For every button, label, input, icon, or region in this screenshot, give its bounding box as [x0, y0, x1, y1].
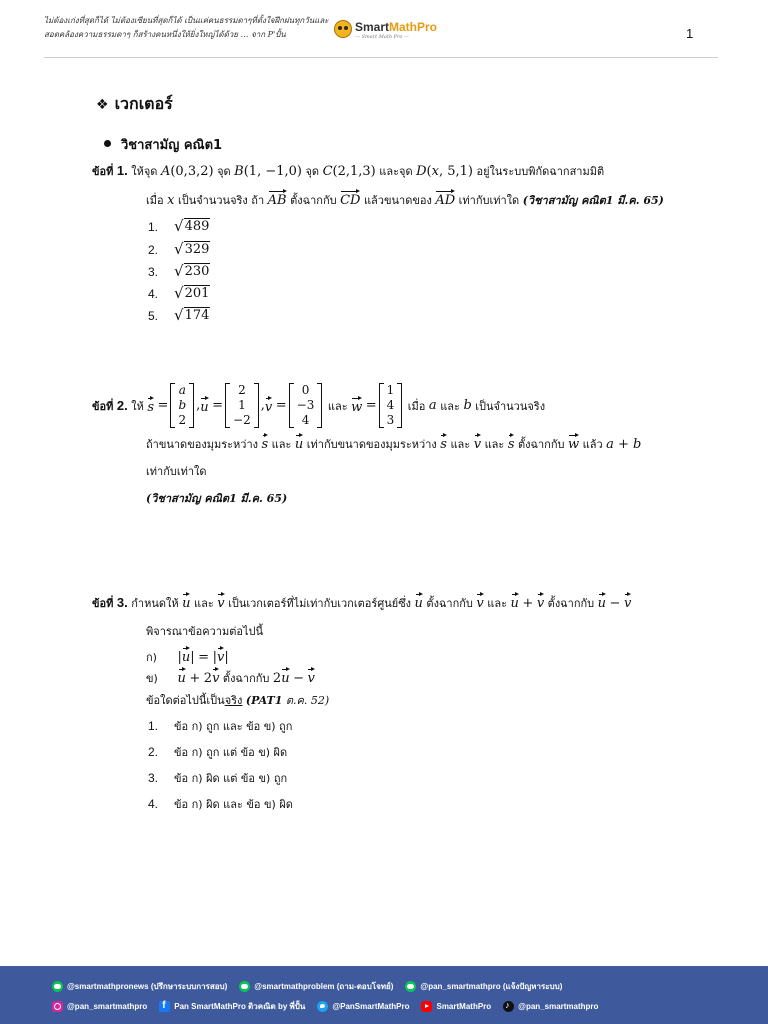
- q3-text: และ: [193, 597, 214, 610]
- q3-text: ตั้งฉากกับ: [547, 597, 595, 610]
- vector-w: w: [351, 397, 362, 415]
- q3-option: [148, 717, 292, 735]
- option-number: 4.: [148, 287, 159, 301]
- q2-text: และ: [271, 438, 292, 451]
- point-a-coords: (0,3,2): [170, 164, 214, 179]
- q3-text-true: จริง: [224, 694, 243, 707]
- q2-text: เป็นจำนวนจริง: [475, 399, 546, 413]
- footer-link-text: @pan_smartmathpro: [67, 1002, 148, 1011]
- q2-text: ให้: [131, 399, 144, 413]
- matrix-cell: 2: [178, 413, 187, 427]
- vector-s: s: [147, 397, 154, 415]
- abs-bar: |: [212, 650, 217, 665]
- q1-text: เมื่อ: [146, 194, 164, 207]
- q1-text: เป็นจำนวนจริง ถ้า: [177, 194, 265, 207]
- vector-u: u: [200, 397, 208, 415]
- q3-statement-2: [146, 668, 315, 687]
- footer-link[interactable]: [503, 1001, 598, 1012]
- sqrt-icon: √: [174, 262, 184, 280]
- abs-bar: |: [177, 650, 182, 665]
- vector-v: v: [217, 593, 224, 611]
- q2-text: และ: [484, 438, 505, 451]
- matrix-cell: a: [178, 383, 186, 397]
- q3-text: เป็นเวกเตอร์ที่ไม่เท่ากับเวกเตอร์ศูนย์ซึ่ง: [228, 597, 412, 610]
- footer-row-2: [52, 1000, 610, 1013]
- option-text: ข้อ ก) ผิด และ ข้อ ข) ผิด: [174, 798, 293, 811]
- option-value: 230: [184, 264, 210, 279]
- point-c: C: [322, 164, 333, 179]
- vector-s: s: [262, 434, 269, 452]
- point-d: D: [416, 164, 427, 179]
- q3-number: 3.: [116, 595, 128, 610]
- header-divider: [44, 57, 718, 58]
- q2-line-2: [146, 434, 641, 453]
- q1-option: [148, 216, 210, 235]
- q3-text: กำหนดให้: [131, 597, 179, 610]
- facebook-icon: [159, 1001, 170, 1012]
- subsection-title-text: วิชาสามัญ คณิต1: [121, 138, 223, 153]
- coefficient: 2: [272, 671, 282, 686]
- variable-b: b: [463, 398, 472, 413]
- page-header: [0, 0, 768, 60]
- footer-link[interactable]: [317, 1001, 409, 1012]
- mascot-icon: [334, 20, 352, 38]
- q3-text: ข้อใดต่อไปนี้เป็น: [146, 694, 225, 707]
- footer-link-text: @pan_smartmathpro (แจ้งปัญหาระบบ): [420, 982, 563, 991]
- q2-source: (วิชาสามัญ คณิต1 มี.ค. 65): [146, 492, 288, 505]
- smartmathpro-logo: [334, 20, 437, 40]
- brand-name-part2: MathPro: [389, 20, 438, 34]
- option-text: ข้อ ก) ถูก แต่ ข้อ ข) ผิด: [174, 746, 288, 759]
- matrix-cell: 0: [301, 383, 310, 397]
- bullet-icon: [104, 140, 111, 147]
- q2-text: เมื่อ: [407, 399, 426, 413]
- equals-sign: =: [198, 650, 210, 665]
- q1-option: [148, 239, 210, 258]
- q2-text: เท่ากับขนาดของมุมระหว่าง: [306, 438, 437, 451]
- footer-link[interactable]: [159, 1000, 305, 1013]
- q1-line-1: [92, 162, 604, 180]
- option-text: ข้อ ก) ผิด แต่ ข้อ ข) ถูก: [174, 772, 288, 785]
- footer-bar: [0, 966, 768, 1024]
- matrix-s: [170, 383, 194, 428]
- q1-text: ตั้งฉากกับ: [290, 194, 337, 207]
- option-number: 1.: [148, 220, 159, 234]
- equals-sign: =: [365, 398, 377, 413]
- option-value: 174: [184, 308, 210, 323]
- equals-sign: =: [157, 398, 169, 413]
- point-d-coords: , 5,1): [438, 164, 473, 179]
- slogan-line-2: สอดคล้องความธรรมดาๆ ก็สร้างคนหนึ่งให้ยิ่งใหญ่ได้ด้วย … จาก P'ปั้น: [44, 30, 286, 39]
- matrix-v: [289, 383, 323, 428]
- q1-line-2: [146, 190, 664, 209]
- q2-text: ตั้งฉากกับ: [517, 438, 565, 451]
- comma: ,: [260, 398, 265, 413]
- matrix-cell: −3: [296, 398, 315, 412]
- minus-sign: −: [293, 671, 304, 686]
- q2-text: และ: [327, 399, 348, 413]
- q1-label: ข้อที่: [92, 165, 114, 178]
- vector-u: u: [598, 593, 606, 611]
- plus-sign: +: [522, 596, 534, 611]
- q2-line-1: [92, 383, 545, 428]
- q1-text: เท่ากับเท่าใด: [458, 194, 520, 207]
- line-icon: [239, 981, 250, 992]
- option-number: 2.: [148, 243, 159, 257]
- q3-source: (PAT1: [245, 694, 283, 707]
- matrix-u: [225, 383, 259, 428]
- statement-label: ข): [146, 672, 158, 685]
- vector-v: v: [307, 668, 314, 686]
- vector-s: s: [508, 434, 515, 452]
- q2-text: และ: [440, 399, 460, 413]
- variable-x: x: [167, 193, 175, 208]
- point-b: B: [234, 164, 244, 179]
- q1-option: [148, 283, 210, 302]
- option-number: 3.: [148, 265, 159, 279]
- q3-source: ต.ค. 52): [285, 694, 330, 707]
- vector-u: u: [178, 668, 186, 686]
- vector-ab: AB: [268, 190, 287, 208]
- vector-v: v: [265, 397, 272, 415]
- section-title-text: เวกเตอร์: [114, 94, 173, 113]
- plus-sign: +: [189, 671, 201, 686]
- q1-source: (วิชาสามัญ คณิต1 มี.ค. 65): [522, 194, 664, 207]
- page-number: 1: [686, 26, 694, 41]
- point-d-coords: (: [426, 164, 432, 179]
- equals-sign: =: [275, 398, 287, 413]
- q3-label: ข้อที่: [92, 597, 114, 610]
- vector-v: v: [476, 593, 483, 611]
- sqrt-value: [174, 241, 210, 257]
- youtube-icon: [421, 1001, 432, 1012]
- option-number: 4.: [148, 797, 159, 811]
- point-a: A: [160, 164, 171, 179]
- option-value: 329: [184, 242, 210, 257]
- tiktok-icon: [503, 1001, 514, 1012]
- matrix-cell: −2: [233, 413, 251, 427]
- footer-link[interactable]: [405, 980, 562, 993]
- q2-label: ข้อที่: [92, 399, 114, 413]
- q3-option: [148, 769, 287, 787]
- vector-v: v: [217, 647, 224, 665]
- vector-ad: AD: [435, 190, 455, 208]
- matrix-w: [379, 383, 403, 428]
- sqrt-value: [174, 307, 210, 323]
- q3-line-1: [92, 593, 631, 612]
- abs-bar: |: [224, 650, 229, 665]
- q2-text: และ: [450, 438, 471, 451]
- sqrt-value: [174, 263, 210, 279]
- point-d-x: x: [431, 164, 439, 179]
- q1-text: ให้จุด: [131, 165, 158, 178]
- minus-sign: −: [609, 596, 621, 611]
- brand-name-part1: Smart: [355, 20, 390, 34]
- q2-text: ถ้าขนาดของมุมระหว่าง: [146, 438, 258, 451]
- vector-v: v: [212, 668, 219, 686]
- vector-u: u: [295, 434, 303, 452]
- q3-text: ตั้งฉากกับ: [426, 597, 473, 610]
- q1-text: อยู่ในระบบพิกัดฉากสามมิติ: [476, 165, 605, 178]
- q3-text: ตั้งฉากกับ: [222, 672, 270, 685]
- footer-link-text: @pan_smartmathpro: [518, 1002, 599, 1011]
- sqrt-value: [174, 218, 210, 234]
- footer-link-text: @PanSmartMathPro: [332, 1002, 410, 1011]
- instagram-icon: [52, 1001, 63, 1012]
- sqrt-icon: √: [174, 284, 184, 302]
- matrix-cell: 1: [238, 398, 246, 412]
- statement-label: ก): [146, 651, 157, 664]
- option-number: 2.: [148, 745, 159, 759]
- vector-s: s: [440, 434, 447, 452]
- vector-u: u: [182, 593, 190, 611]
- matrix-cell: b: [178, 398, 187, 412]
- sqrt-icon: √: [174, 217, 184, 235]
- point-b-coords: (1, −1,0): [243, 164, 302, 179]
- q3-text: และ: [487, 597, 508, 610]
- q1-text: จุด: [305, 165, 320, 178]
- vector-u: u: [182, 647, 190, 665]
- sqrt-icon: √: [174, 306, 184, 324]
- footer-link[interactable]: [52, 1001, 147, 1012]
- option-text: ข้อ ก) ถูก และ ข้อ ข) ถูก: [174, 720, 293, 733]
- footer-link-text: @smartmathproblem (ถาม-ตอบโจทย์): [254, 982, 394, 991]
- subsection-title: [104, 134, 222, 155]
- slogan-line-1: ไม่ต้องเก่งที่สุดก็ได้ ไม่ต้องเซียนที่สุดก็ได้ เป็นแค่คนธรรมดาๆที่ตั้งใจฝึกฝนทุกวันและ: [44, 16, 329, 25]
- footer-row-1: [52, 980, 574, 993]
- q3-option: [148, 795, 293, 813]
- brand-tagline: — Smart Math Pro —: [355, 34, 409, 40]
- option-value: 489: [184, 219, 210, 234]
- vector-u: u: [281, 668, 289, 686]
- q1-text: จุด: [217, 165, 231, 178]
- section-title: [96, 92, 173, 117]
- point-c-coords: (2,1,3): [332, 164, 376, 179]
- abs-bar: |: [190, 650, 195, 665]
- matrix-cell: 4: [301, 413, 310, 427]
- header-slogan: [44, 14, 334, 42]
- line-icon: [405, 981, 416, 992]
- vector-u: u: [415, 593, 423, 611]
- line-icon: [52, 981, 63, 992]
- diamond-bullet-icon: ❖: [96, 97, 109, 113]
- vector-v: v: [474, 434, 481, 452]
- vector-v: v: [624, 593, 631, 611]
- footer-link[interactable]: [239, 980, 393, 993]
- q2-number: 2.: [116, 398, 128, 413]
- q3-line-2: พิจารณาข้อความต่อไปนี้: [146, 625, 264, 638]
- vector-cd: CD: [340, 190, 360, 208]
- q3-ask: [146, 691, 329, 709]
- matrix-cell: 3: [386, 413, 395, 427]
- option-value: 201: [184, 286, 210, 301]
- vector-w: w: [568, 434, 579, 452]
- option-number: 5.: [148, 309, 159, 323]
- q1-number: 1.: [116, 163, 128, 178]
- matrix-cell: 1: [386, 383, 395, 397]
- q1-text: แล้วขนาดของ: [363, 194, 432, 207]
- q1-text: และจุด: [379, 165, 413, 178]
- q1-option: [148, 305, 210, 324]
- expression-a-plus-b: a + b: [606, 437, 642, 452]
- q2-text: แล้ว: [582, 438, 603, 451]
- comma: ,: [196, 398, 201, 413]
- option-number: 1.: [148, 719, 159, 733]
- twitter-icon: [317, 1001, 328, 1012]
- footer-link-text: Pan SmartMathPro ติวคณิต by พี่ปั้น: [174, 1002, 306, 1011]
- matrix-cell: 2: [238, 383, 246, 397]
- matrix-cell: 4: [386, 398, 395, 412]
- sqrt-icon: √: [174, 240, 184, 258]
- sqrt-value: [174, 285, 210, 301]
- vector-v: v: [537, 593, 544, 611]
- q2-line-3: เท่ากับเท่าใด: [146, 465, 207, 478]
- option-number: 3.: [148, 771, 159, 785]
- q1-option: [148, 261, 210, 280]
- vector-u: u: [511, 593, 519, 611]
- equals-sign: =: [212, 398, 224, 413]
- footer-link-text: SmartMathPro: [436, 1002, 492, 1011]
- footer-link[interactable]: [52, 980, 227, 993]
- coefficient: 2: [203, 671, 213, 686]
- footer-link[interactable]: [421, 1001, 491, 1012]
- q3-option: [148, 743, 287, 761]
- variable-a: a: [428, 398, 437, 413]
- footer-link-text: @smartmathpronews (ปรึกษาระบบการสอบ): [67, 982, 228, 991]
- q3-statement-1: [146, 647, 229, 666]
